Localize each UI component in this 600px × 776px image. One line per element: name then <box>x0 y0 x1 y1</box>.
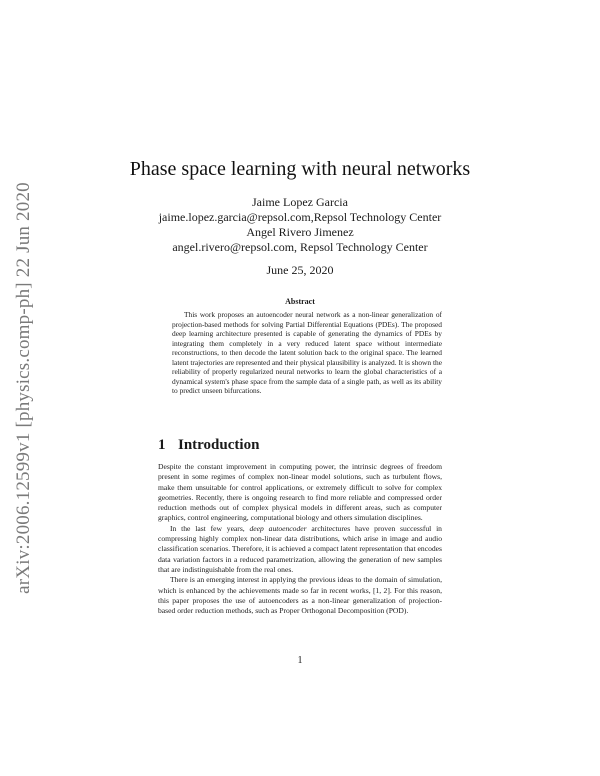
body-paragraph: There is an emerging interest in applying the previous ideas to the domain of simulation, which is enhanced by the achievements made so far in recent works, [1, 2]. For this reason, this paper proposes the use of autoencoders as a non-linear generalization of projection-based order reduction methods, such as Proper Orthogonal Decomposition (POD). <box>158 575 442 616</box>
body-paragraph <box>158 524 442 575</box>
author-name: Jaime Lopez Garcia <box>252 195 348 209</box>
body-paragraph: Despite the constant improvement in computing power, the intrinsic degrees of freedom present in some regimes of complex non-linear model solutions, such as turbulent flows, make them unsuitable for control applications, or extremely difficult to solve for complex geometries. Recently, there is ongoing research to find more reliable and compressed order reduction methods out of complex physical models in different areas, such as computer graphics, control engineering, computational biology and others simulation disciplines. <box>158 462 442 523</box>
paragraph-text: In the last few years, <box>170 523 250 533</box>
paragraph-text: architectures have proven successful in compressing highly complex non-linear data distributions, which arise in image and audio classification scenarios. Therefore, it is achieved a compact latent representation that encodes data variation factors in a reduced parametrization, allowing the generation of new samples that are indistinguishable from the real ones. <box>158 523 442 574</box>
abstract-body <box>172 310 442 396</box>
author-block-2 <box>0 225 600 255</box>
section-number: 1 <box>158 437 166 453</box>
introduction-body <box>158 462 442 616</box>
abstract-paragraph: This work proposes an autoencoder neural network as a non-linear generalization of projection-based methods for solving Partial Differential Equations (PDEs). The proposed deep learning architecture presented is capable of generating the dynamics of PDEs by integrating them completely in a very reduced latent space without intermediate reconstructions, to then decode the latent solution back to the original space. The learned latent trajectories are represented and their physical plausibility is analyzed. It is shown the reliability of properly regularized neural networks to learn the global characteristics of a dynamical system's phase space from the sample data of a single path, as well as its ability to predict unseen bifurcations. <box>172 310 442 395</box>
page-number: 1 <box>297 655 303 666</box>
paper-title: Phase space learning with neural networks <box>129 158 471 180</box>
author-affiliation: angel.rivero@repsol.com, Repsol Technology Center <box>172 240 428 254</box>
author-name: Angel Rivero Jimenez <box>246 225 354 239</box>
abstract-heading: Abstract <box>285 297 315 306</box>
arxiv-identifier-text: arXiv:2006.12599v1 [physics.comp-ph] 22 Jun 2020 <box>13 182 35 594</box>
publication-date: June 25, 2020 <box>266 263 334 277</box>
emphasized-term: deep autoencoder <box>249 523 307 533</box>
section-heading <box>158 437 259 454</box>
author-affiliation: jaime.lopez.garcia@repsol.com,Repsol Technology Center <box>158 210 442 224</box>
author-block-1 <box>0 195 600 225</box>
section-title: Introduction <box>178 437 260 453</box>
